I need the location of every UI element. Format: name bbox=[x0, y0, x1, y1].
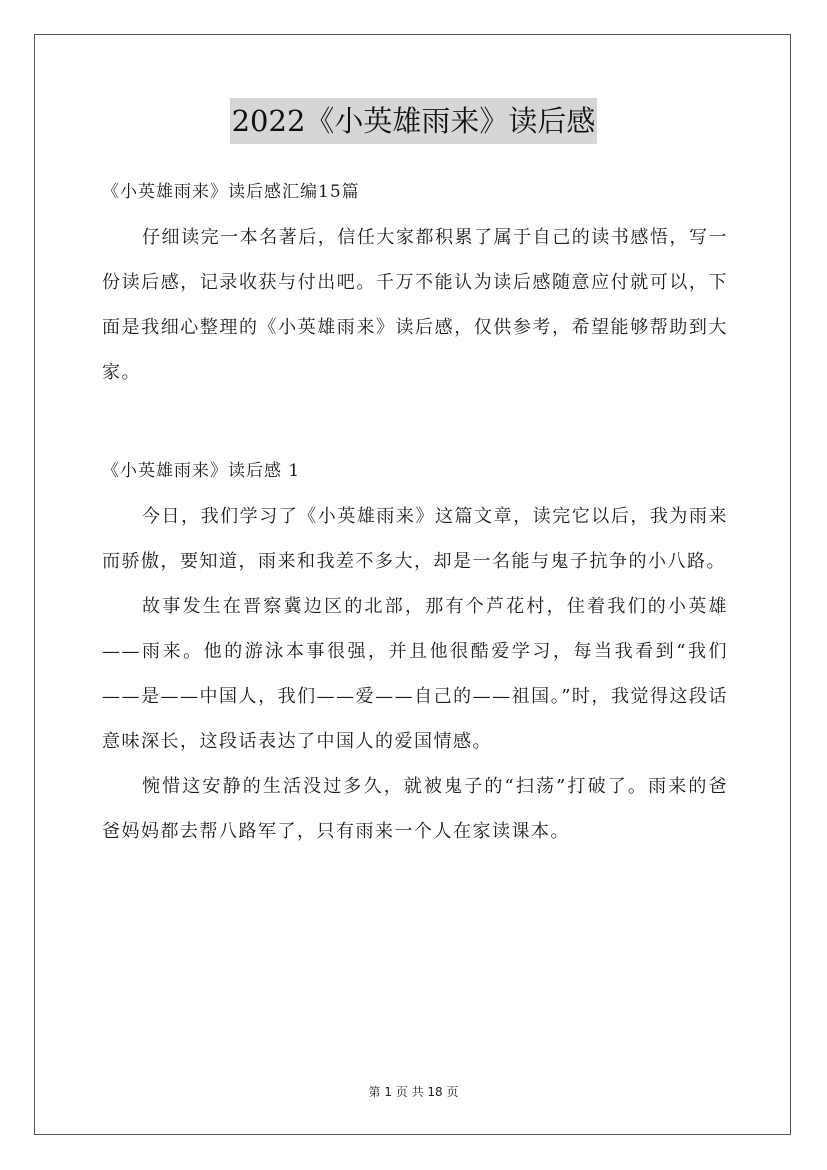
title-container bbox=[0, 98, 827, 144]
body-paragraph: 今日，我们学习了《小英雄雨来》这篇文章，读完它以后，我为雨来而骄傲，要知道，雨来和我差不多大，却是一名能与鬼子抗争的小八路。 bbox=[102, 506, 728, 572]
page-number-footer: 第 1 页 共 18 页 bbox=[368, 1085, 459, 1099]
section-gap bbox=[102, 395, 728, 449]
section-heading: 《小英雄雨来》读后感 1 bbox=[102, 461, 301, 481]
intro-paragraph: 仔细读完一本名著后，信任大家都积累了属于自己的读书感悟，写一份读后感，记录收获与付出吧。千万不能认为读后感随意应付就可以，下面是我细心整理的《小英雄雨来》读后感，仅供参考，希望能够帮助到大家。 bbox=[102, 227, 728, 383]
body-paragraph: 惋惜这安静的生活没过多久，就被鬼子的“扫荡”打破了。雨来的爸爸妈妈都去帮八路军了，只有雨来一个人在家读课本。 bbox=[102, 776, 728, 842]
document-body bbox=[102, 170, 728, 854]
document-subtitle: 《小英雄雨来》读后感汇编15篇 bbox=[102, 182, 360, 202]
body-paragraph: 故事发生在晋察冀边区的北部，那有个芦花村，住着我们的小英雄——雨来。他的游泳本事很强，并且他很酷爱学习，每当我看到“我们——是——中国人，我们——爱——自己的——祖国。”时，我觉得这段话意味深长，这段话表达了中国人的爱国情感。 bbox=[102, 596, 728, 752]
document-title: 2022《小英雄雨来》读后感 bbox=[230, 98, 598, 144]
